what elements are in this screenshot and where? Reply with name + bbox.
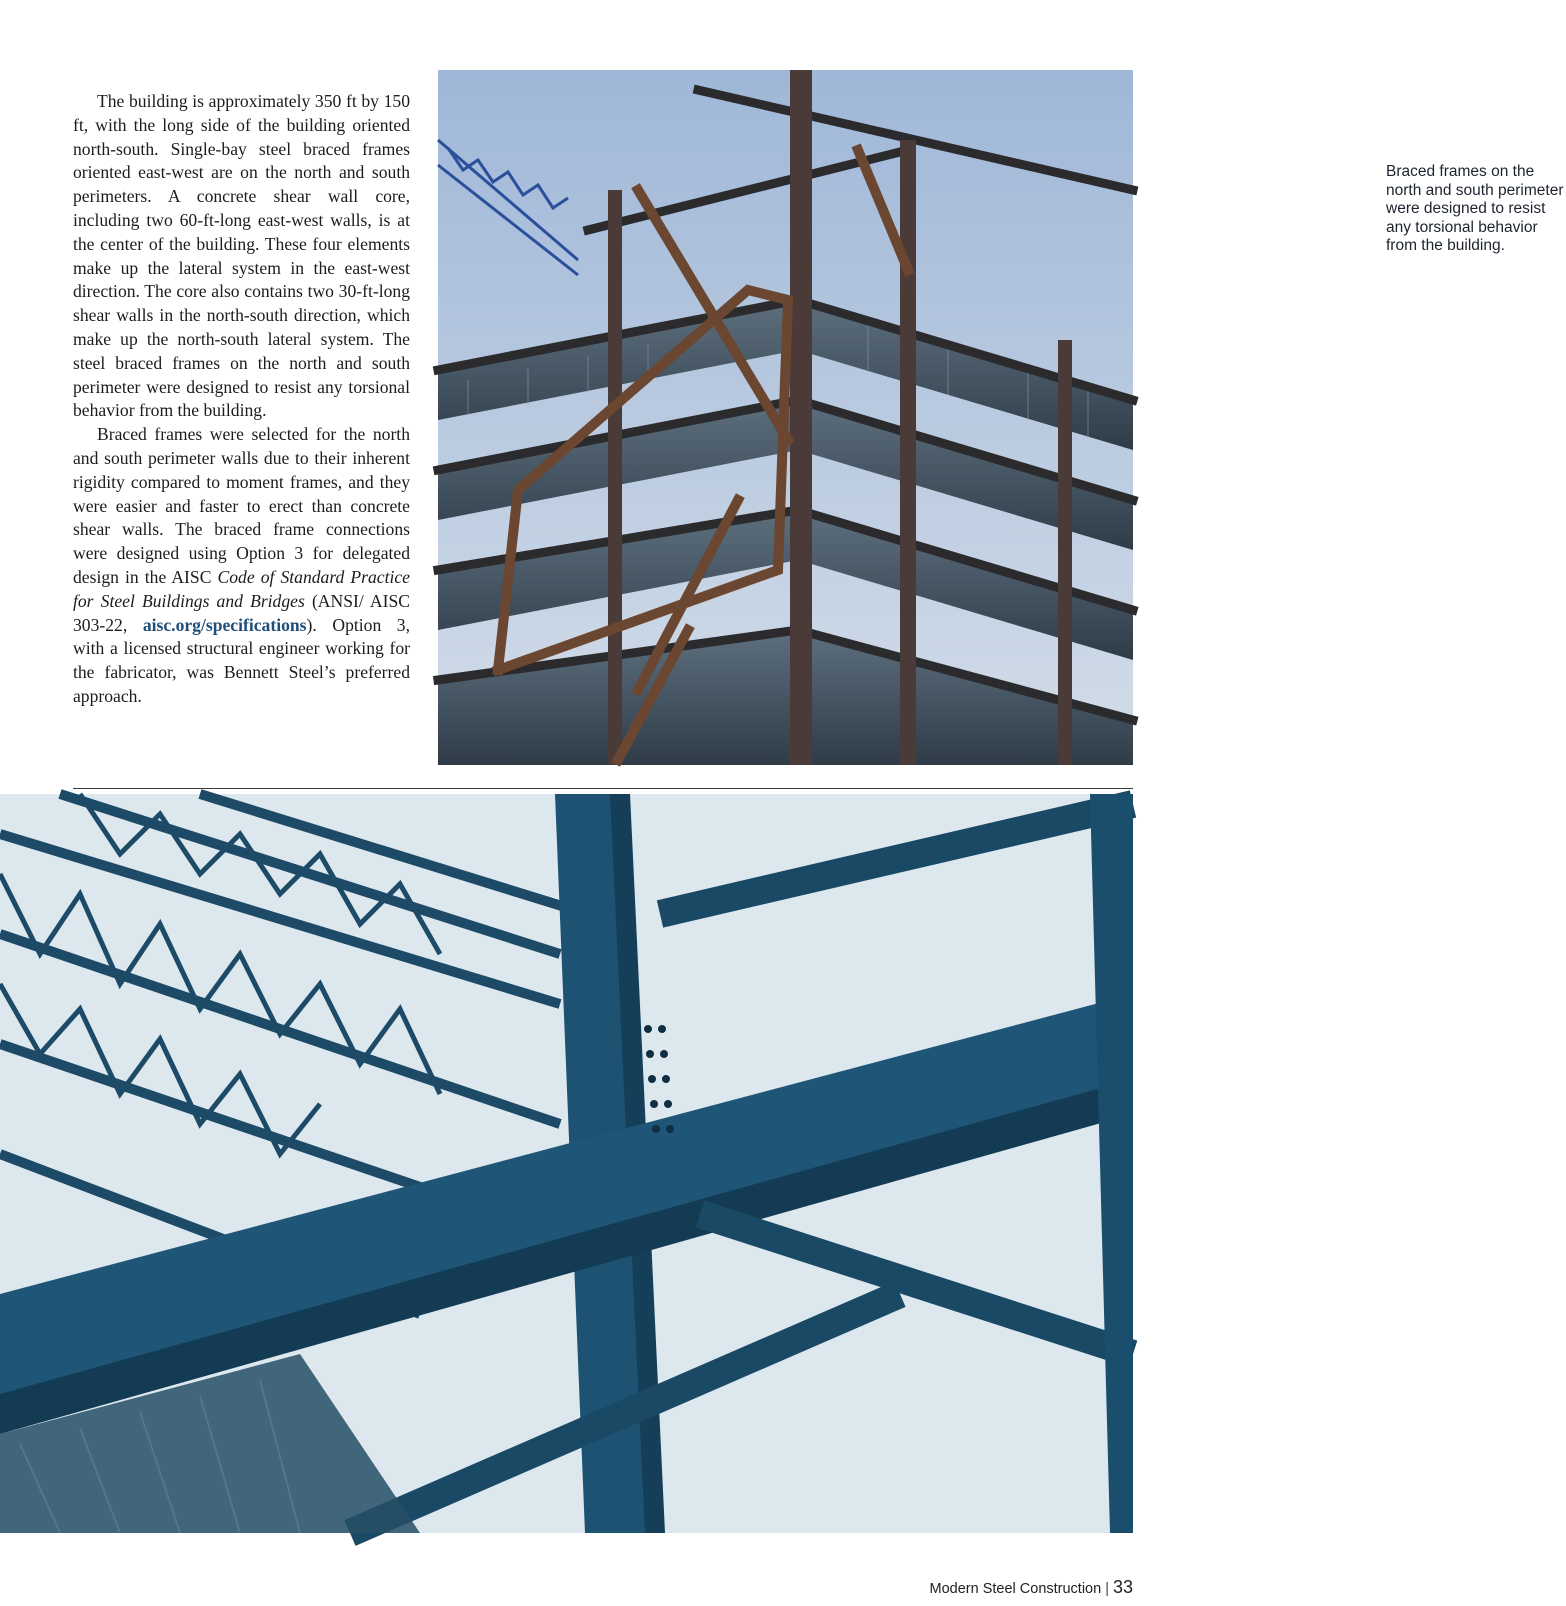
- article-body: [73, 90, 410, 709]
- publication-name: Modern Steel Construction: [929, 1581, 1102, 1597]
- blue-steel-framing-photo: [0, 794, 1133, 1533]
- code-title: Code of Standard Practice for Steel Buildings and Bridges: [73, 566, 410, 611]
- paragraph-1: The building is approximately 350 ft by 150 ft, with the long side of the building oriented north-south. Single-bay steel braced frames oriented east-west are on the north and south perimeters. A concrete shear wall core, including two 60-ft-long east-west walls, is at the center of the building. These four elements make up the lateral system in the east-west direction. The core also contains two 30-ft-long shear walls in the north-south direction, which make up the north-south lateral system. The steel braced frames on the north and south perimeter were designed to resist any torsional behavior from the building.: [73, 91, 410, 421]
- paragraph-2: [73, 423, 410, 709]
- braced-frame-illustration: [438, 70, 1133, 765]
- paragraph-2-text-c: ). Option 3, with a licensed structural engineer working for the fabricator, was Bennett Steel’s preferred approach.: [73, 614, 411, 706]
- page-number: 33: [1112, 1577, 1133, 1597]
- page-footer: [930, 1577, 1133, 1598]
- braced-frame-photo: [438, 70, 1564, 765]
- blue-steel-illustration: [0, 794, 1133, 1533]
- footer-separator: |: [1105, 1581, 1109, 1597]
- paragraph-2-text-b: (ANSI/ AISC 303-22,: [73, 590, 410, 635]
- photo-caption: Braced frames on the north and south perimeter were designed to resist any torsional behavior from the building.: [1386, 163, 1564, 254]
- specifications-link[interactable]: aisc.org/specifications: [142, 614, 307, 635]
- section-divider: [73, 788, 1133, 789]
- paragraph-2-text-a: Braced frames were selected for the north and south perimeter walls due to their inherent rigidity compared to moment frames, and they were easier and faster to erect than concrete shear walls. The braced frame connections were designed using Option 3 for delegated design in the AISC: [73, 424, 410, 587]
